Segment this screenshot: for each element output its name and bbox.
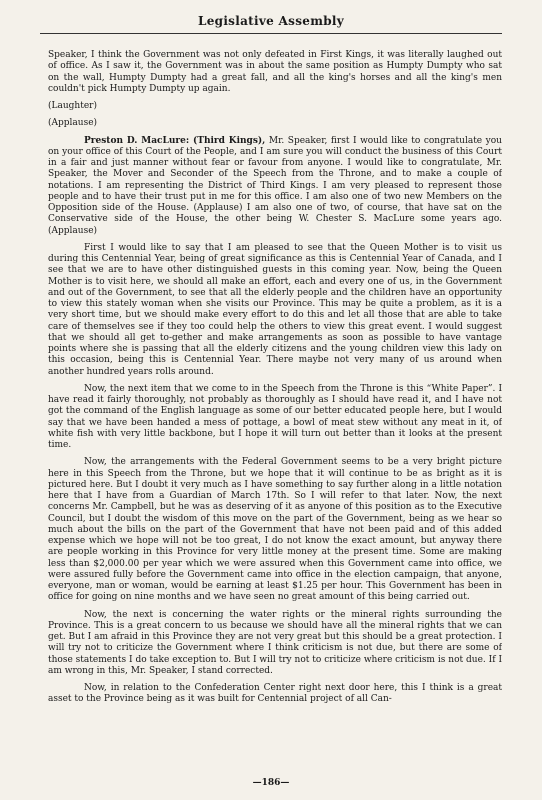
page-number: —186—: [252, 778, 290, 788]
paragraph: Now, the next is concerning the water rights or the mineral rights surrounding the Province. This is a great concern to us because we should have all the mineral rights that we can get. But I am afraid in this Province they are not very great but this should be a great protection. I will try not to criticize the Government where I think criticism is not due, but there are some of those statements I do take exception to. But I will try not to criticize where criticism is not due. If I am wrong in this, Mr. Speaker, I stand corrected.: [48, 609, 502, 676]
paragraph: Speaker, I think the Government was not only defeated in First Kings, it was literally laughed out of office. As I saw it, the Government was in about the same position as Humpty Dumpty who sat on the wall, Humpty Dumpty had a great fall, and all the king's horses and all the king's men couldn't pick Humpty Dumpty up again.: [48, 50, 502, 94]
paragraph: (Laughter): [48, 101, 97, 111]
speech-paragraph: [48, 136, 502, 237]
speaker-name: Preston D. MacLure: (Third Kings),: [84, 135, 266, 146]
page-header: Legislative Assembly: [197, 14, 345, 28]
paragraph: First I would like to say that I am pleased to see that the Queen Mother is to visit us during this Centennial Year, being of great significance as this is Centennial Year of Canada, and I see that we are to have other distinguished guests in this coming year. Now, being the Queen Mother is to visit here, we should all make an effort, each and every one of us, in the Government and out of the Government, to see that all the elderly people and the children have an opportunity to view this stately woman when she visits our Province. This may be quite a problem, as it is a very short time, but we should make every effort to do this and let all those that are able to take care of themselves see if they too could help the others to view this great event. I would suggest that we should all get to-gether and make arrangements as soon as possible to have vantage points where she is passing that all the elderly citizens and the young children view this lady on this occasion, being this is Centennial Year. There maybe not very many of us around when another hundred years rolls around.: [48, 242, 502, 377]
header-rule: [40, 33, 502, 34]
speech-text: Mr. Speaker, first I would like to congratulate you on your office of this Court of the People, and I am sure you will conduct the business of this Court in a fair and just manner without fear or favour from anyone. I would like to congratulate, Mr. Speaker, the Mover and Seconder of the Speech from the Throne, and to make a couple of notations. I am representing the District of Third Kings. I am very pleased to represent those people and to have their trust put in me for this office. I am also one of two new Members on the Opposition side of the House. (Applause) I am also one of two, of course, that have sat on the Conservative side of the House, the other being W. Chester S. MacLure some years ago. (Applause): [48, 135, 502, 236]
paragraph: (Applause): [48, 118, 98, 129]
body-text: [48, 50, 502, 772]
paragraph: Now, the arrangements with the Federal Government seems to be a very bright picture here in this Speech from the Throne, but we hope that it will continue to be as bright as it is pictured here. But I doubt it very much as I have something to say further along in a little notation here that I have from a Guardian of March 17th. So I will refer to that later. Now, the next concerns Mr. Campbell, but he was as deserving of it as anyone of this position as to the Executive Council, but I doubt the wisdom of this move on the part of the Government, being as we hear so much about the bills on the part of the Government that have not been paid and of this added expense which we hope will not be too great, I do not know the exact amount, but anyway there are people working in this Province for very little money at the present time. Some are making less than $2,000.00 per year which we were assured when this Government came into office, we were assured fully before the Government came into office in the election campaign, that anyone, everyone, man or woman, would be earning at least $1.25 per hour. This Government has been in office for going on nine months and we have seen no great amount of this being carried out.: [48, 457, 502, 603]
paragraph: Now, in relation to the Confederation Center right next door here, this I think is a great asset to the Province being as it was built for Centennial project of all Can-: [48, 683, 502, 705]
paragraph: Now, the next item that we come to in the Speech from the Throne is this “White Paper”. I have read it fairly thoroughly, not probably as thoroughly as I should have read it, and I have not got the command of the English language as some of our better educated people here, but I would say that we have been handed a mess of pottage, a bowl of meat stew without any meat in it, of white fish with very little backbone, but I hope it will turn out better than it looks at the present time.: [48, 383, 502, 450]
